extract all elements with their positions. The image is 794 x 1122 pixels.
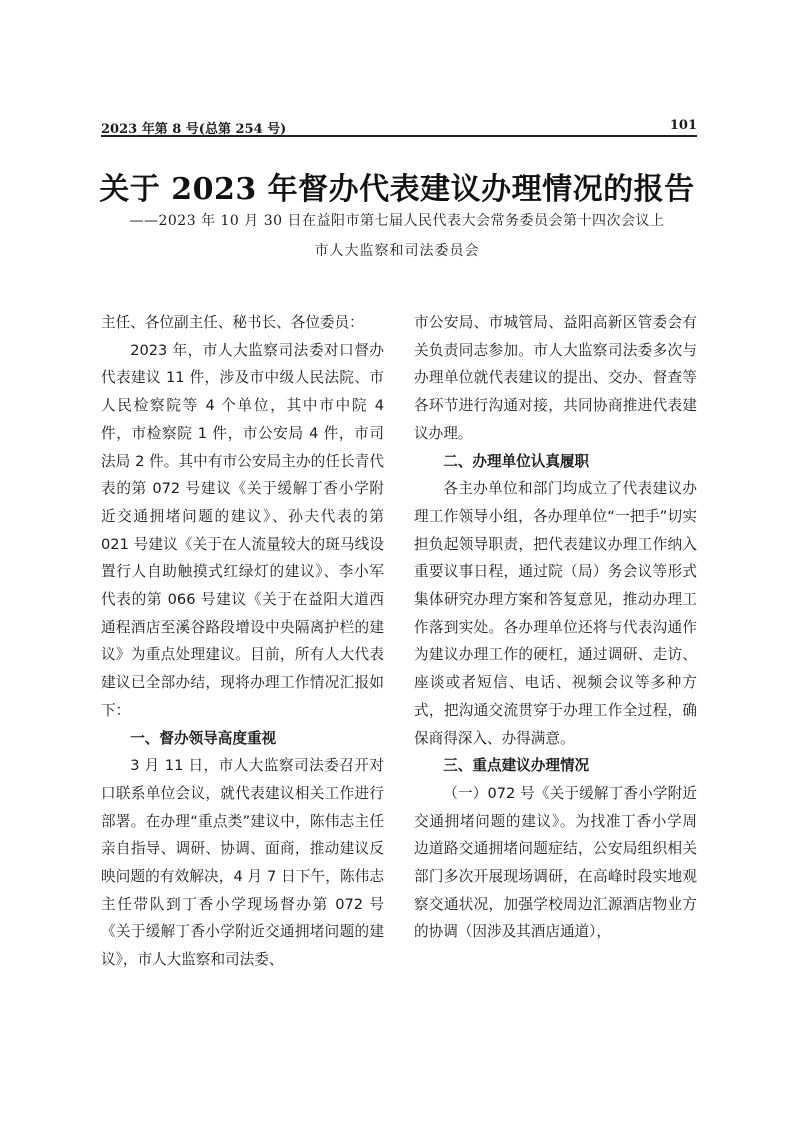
section-2-paragraph: 各主办单位和部门均成立了代表建议办理工作领导小组，各办理单位“一把手”切实担负起领导职责，把代表建议办理工作纳入重要议事日程，通过院（局）务会议等形式集体研究办理方案和答复意见，推动办理工作落到实处。各办理单位还将与代表沟通作为建议办理工作的硬杠，通过调研、走访、座谈或者短信、电话、视频会议等多种方式，把沟通交流贯穿于办理工作全过程，确保商得深入、办得满意。 xyxy=(414,480,697,747)
section-heading-2: 二、办理单位认真履职 xyxy=(443,452,590,470)
section-heading-1: 一、督办领导高度重视 xyxy=(130,729,277,747)
section-3-paragraph: （一）072 号《关于缓解丁香小学附近交通拥堵问题的建议》。为找准丁香小学周边道路交通拥堵问题症结，公安局组织相关部门多次开展现场调研，在高峰时段实地观察交通状况，加强学校周边汇源酒店物业方的协调（因涉及其酒店通道）， xyxy=(414,784,697,941)
page-number: 101 xyxy=(669,118,697,133)
section-1-paragraph: 3 月 11 日，市人大监察司法委召开对口联系单位会议，就代表建议相关工作进行部署。在办理“重点类”建议中，陈伟志主任亲自指导、调研、协调、面商，推动建议反映问题的有效解决，4 月 7 日下午，陈伟志主任带队到丁香小学现场督办第 072 号《关于缓解丁香小学附近交通拥堵问题的建议》，市人大监察和司法委、 xyxy=(101,757,384,969)
left-column xyxy=(101,309,384,974)
section-heading-3: 三、重点建议办理情况 xyxy=(443,757,590,775)
issuing-organization: 市人大监察和司法委员会 xyxy=(314,243,480,259)
intro-paragraph: 2023 年，市人大监察司法委对口督办代表建议 11 件，涉及市中级人民法院、市人民检察院等 4 个单位，其中市中院 4 件，市检察院 1 件，市公安局 4 件，市司法局 2 件。其中有市公安局主办的任长青代表的第 072 号建议《关于缓解丁香小学附近交通拥堵问题的建议》、孙夫代表的第 021 号建议《关于在人流量较大的斑马线设置行人自助触摸式红绿灯的建议》、李小军代表的第 066 号建议《关于在益阳大道西通程酒店至溪谷路段增设中央隔离护栏的建议》为重点处理建议。目前，所有人大代表建议已全部办结，现将办理工作情况汇报如下： xyxy=(101,341,384,719)
right-column xyxy=(414,309,697,946)
issue-label: 2023 年第 8 号(总第 254 号) xyxy=(101,122,287,137)
document-title: 关于 2023 年督办代表建议办理情况的报告 xyxy=(99,172,695,207)
continuation-paragraph: 市公安局、市城管局、益阳高新区管委会有关负责同志参加。市人大监察司法委多次与办理单位就代表建议的提出、交办、督查等各环节进行沟通对接，共同协商推进代表建议办理。 xyxy=(414,314,697,442)
document-subtitle: ——2023 年 10 月 30 日在益阳市第七届人民代表大会常务委员会第十四次会议上 xyxy=(129,213,665,229)
salutation: 主任、各位副主任、秘书长、各位委员： xyxy=(101,314,364,331)
header-rule xyxy=(101,135,697,137)
